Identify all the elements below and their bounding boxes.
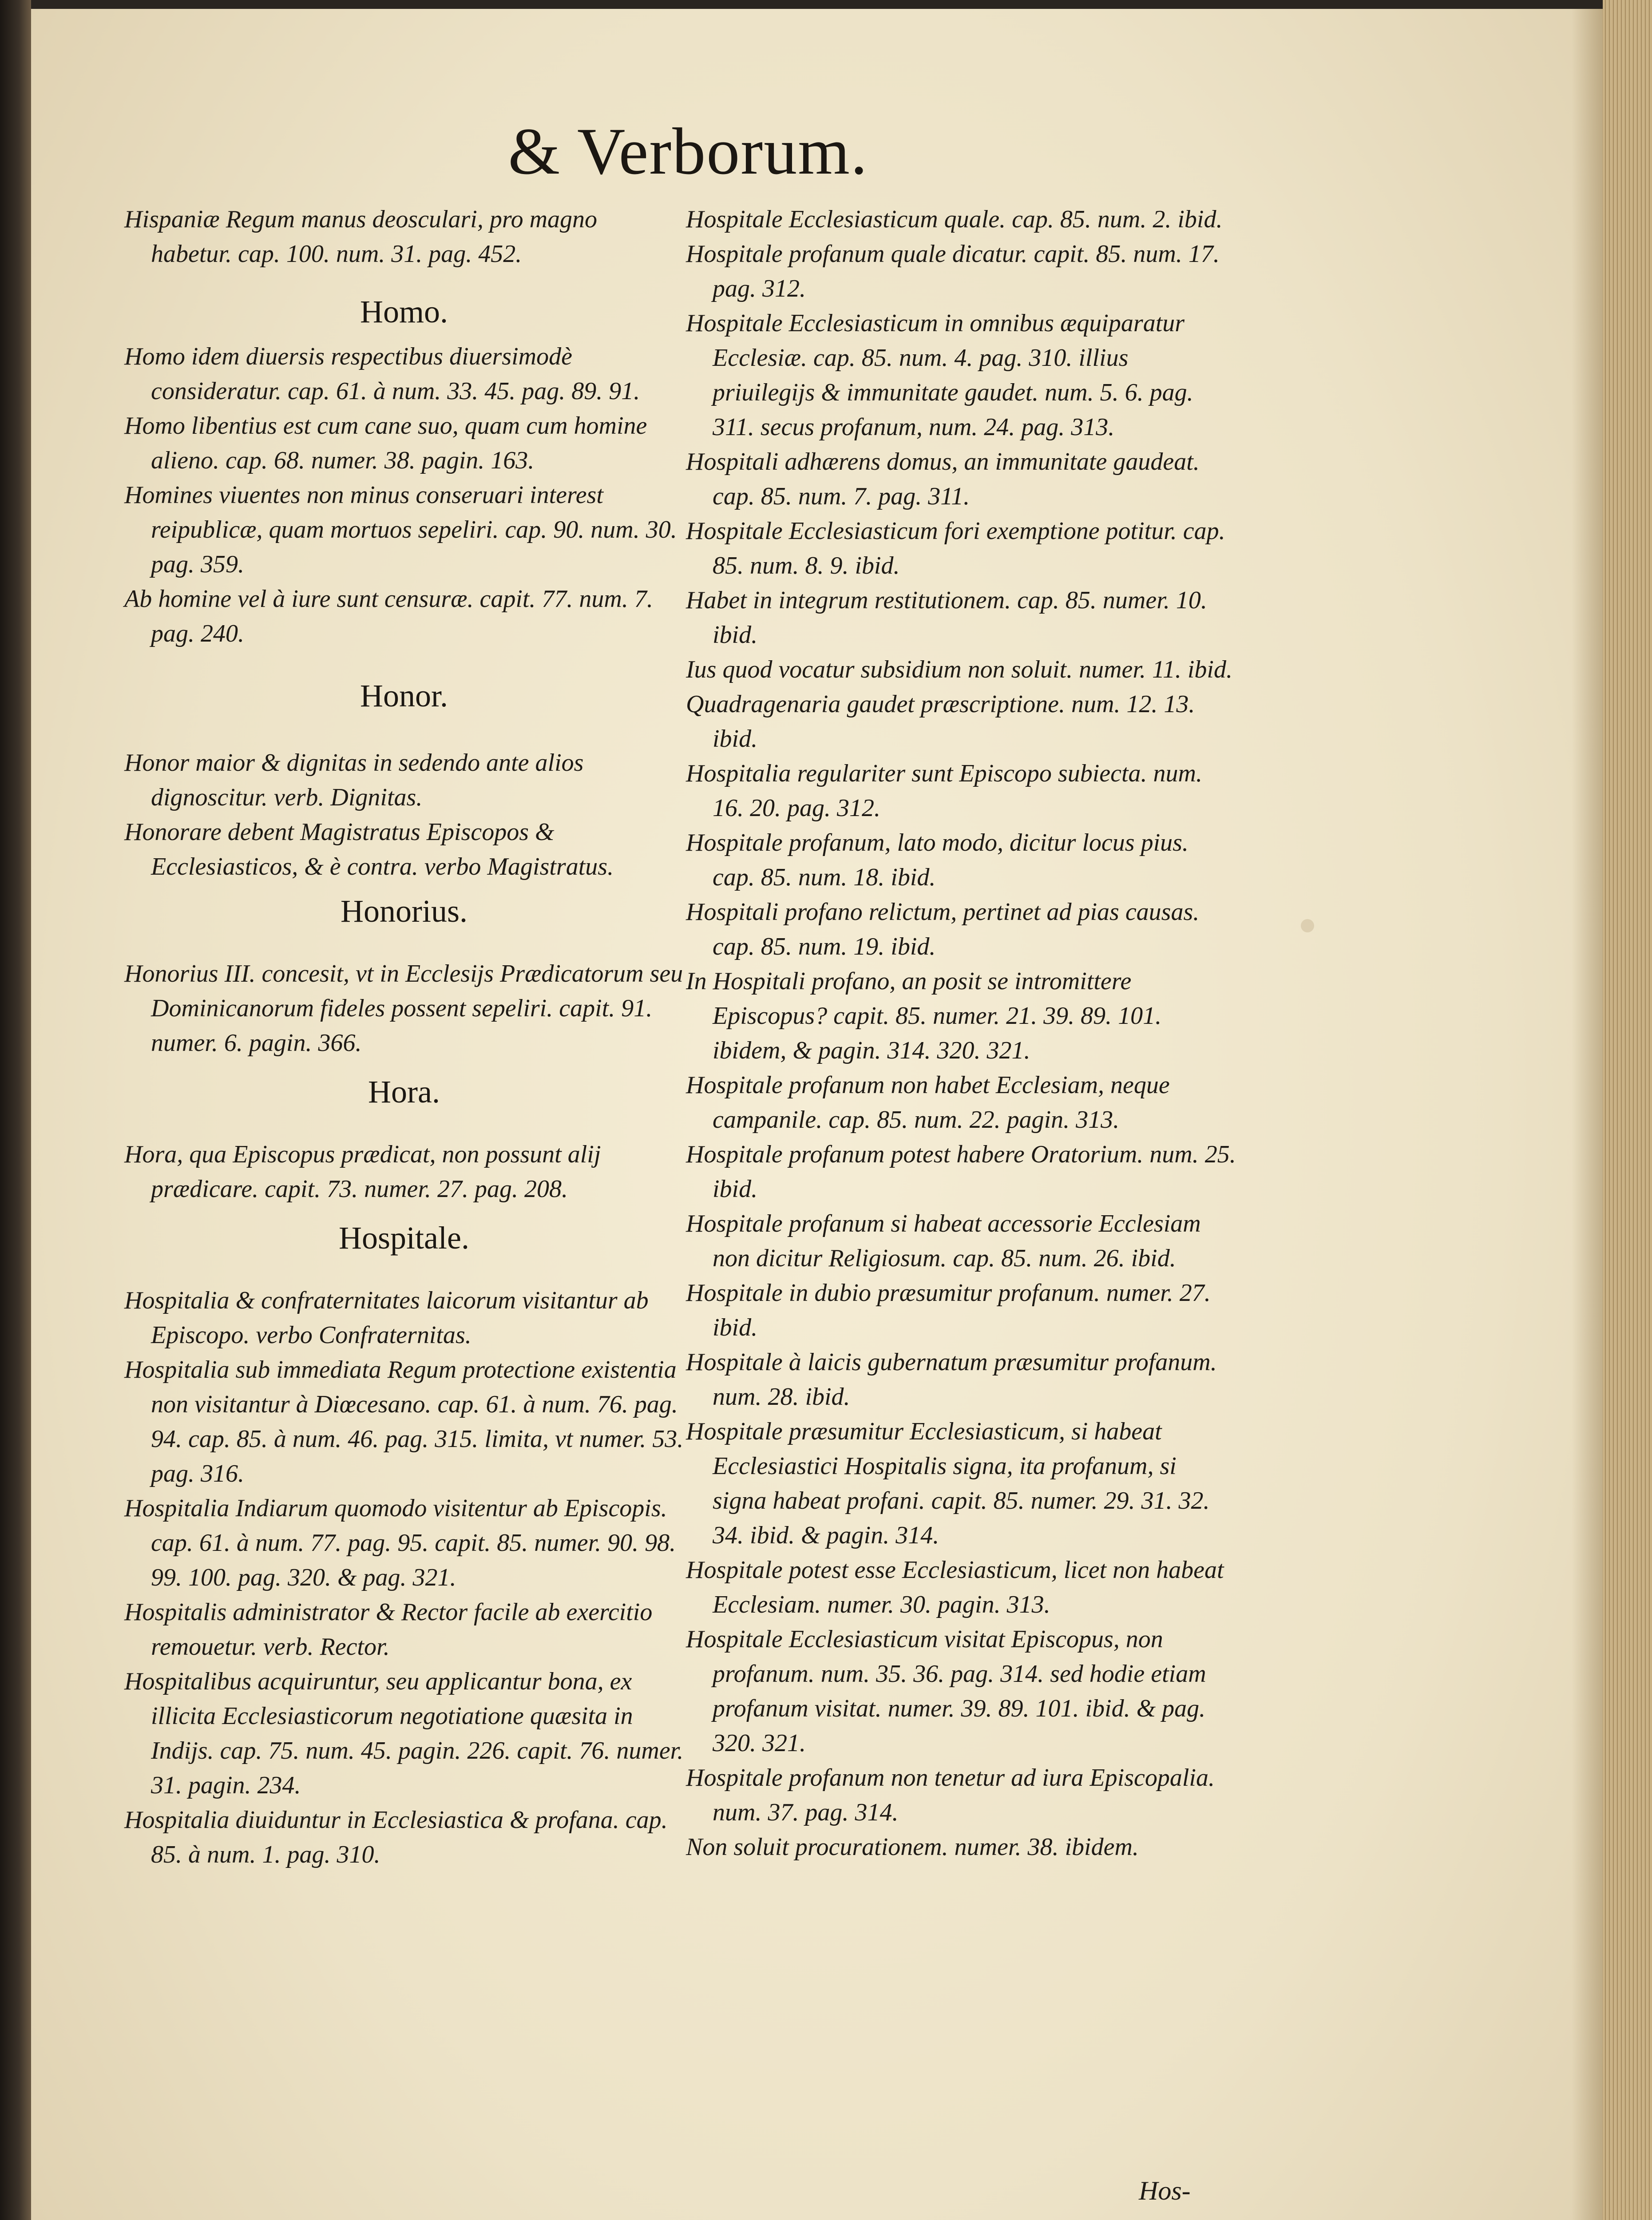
index-entry: Hospitale Ecclesiasticum fori exemptione potitur. cap. 85. num. 8. 9. ibid. (686, 517, 1225, 579)
index-entry: Honorare debent Magistratus Episcopos & Ecclesiasticos, & è contra. verbo Magistratus. (124, 818, 614, 880)
index-entry: Hospitale Ecclesiasticum in omnibus æquiparatur Ecclesiæ. cap. 85. num. 4. pag. 310. illius priuilegijs & immunitate gaudet. num. 5. 6. pag. 311. secus profanum, num. 24. pag. 313. (686, 309, 1193, 441)
index-entry: Hospitalis administrator & Rector facile ab exercitio remouetur. verb. Rector. (124, 1598, 653, 1661)
index-entry: Hospitale à laicis gubernatum præsumitur profanum. num. 28. ibid. (686, 1348, 1217, 1411)
index-entry: Honorius III. concesit, vt in Ecclesijs Prædicatorum seu Dominicanorum fideles possent sepeliri. capit. 91. numer. 6. pagin. 366. (124, 960, 683, 1057)
index-entry: In Hospitali profano, an posit se intromittere Episcopus? capit. 85. numer. 21. 39. 89. 101. ibidem, & pagin. 314. 320. 321. (686, 967, 1162, 1064)
section-heading-hora: Hora. (368, 1074, 440, 1110)
section-heading-homo: Homo. (360, 294, 448, 329)
section-heading-hospitale: Hospitale. (339, 1220, 469, 1256)
index-entry: Hospitali profano relictum, pertinet ad pias causas. cap. 85. num. 19. ibid. (686, 898, 1200, 960)
index-entry: Hospitale profanum quale dicatur. capit. 85. num. 17. pag. 312. (686, 240, 1220, 302)
book-gutter (0, 0, 31, 2220)
index-entry: Hospitalia Indiarum quomodo visitentur ab Episcopis. cap. 61. à num. 77. pag. 95. capit. 85. numer. 90. 98. 99. 100. pag. 320. & pag. 321. (124, 1495, 676, 1591)
page-edge-shadow (1572, 9, 1603, 2220)
index-entry: Hospitale profanum non habet Ecclesiam, neque campanile. cap. 85. num. 22. pagin. 313. (686, 1071, 1170, 1134)
index-entry: Hospitale potest esse Ecclesiasticum, licet non habeat Ecclesiam. numer. 30. pagin. 313. (686, 1556, 1224, 1618)
index-entry: Homo libentius est cum cane suo, quam cum homine alieno. cap. 68. numer. 38. pagin. 163. (124, 412, 647, 474)
index-entry: Hospitalia diuiduntur in Ecclesiastica & profana. cap. 85. à num. 1. pag. 310. (124, 1806, 668, 1868)
index-entry: Hospitalia & confraternitates laicorum visitantur ab Episcopo. verbo Confraternitas. (124, 1287, 649, 1349)
index-entry: Hospitale profanum, lato modo, dicitur locus pius. cap. 85. num. 18. ibid. (686, 829, 1188, 891)
index-entry: Homines viuentes non minus conseruari interest reipublicæ, quam mortuos sepeliri. cap. 90. num. 30. pag. 359. (124, 481, 677, 578)
right-column (686, 202, 1236, 1864)
running-head: & Verborum. (508, 115, 868, 188)
index-entry: Honor maior & dignitas in sedendo ante alios dignoscitur. verb. Dignitas. (124, 749, 584, 811)
index-entry: Ab homine vel à iure sunt censuræ. capit. 77. num. 7. pag. 240. (124, 585, 653, 647)
index-entry: Hospitale profanum si habeat accessorie Ecclesiam non dicitur Religiosum. cap. 85. num. 26. ibid. (686, 1210, 1201, 1272)
index-entry: Hospitalia sub immediata Regum protectione existentia non visitantur à Diœcesano. cap. 61. à num. 76. pag. 94. cap. 85. à num. 46. pag. 315. limita, vt numer. 53. pag. 316. (124, 1356, 684, 1487)
section-heading-honor: Honor. (360, 678, 448, 714)
index-entry: Hispaniæ Regum manus deosculari, pro magno habetur. cap. 100. num. 31. pag. 452. (124, 206, 598, 268)
index-entry: Hospitalia regulariter sunt Episcopo subiecta. num. 16. 20. pag. 312. (686, 760, 1202, 822)
index-entry: Non soluit procurationem. numer. 38. ibidem. (686, 1833, 1139, 1861)
index-entry: Hora, qua Episcopus prædicat, non possunt alij prædicare. capit. 73. numer. 27. pag. 208. (124, 1141, 601, 1203)
left-column (124, 202, 684, 1872)
section-heading-honorius: Honorius. (341, 893, 467, 929)
index-entry: Quadragenaria gaudet præscriptione. num. 12. 13. ibid. (686, 690, 1195, 753)
index-entry: Hospitale Ecclesiasticum quale. cap. 85. num. 2. ibid. (686, 206, 1223, 233)
index-entry: Hospitale præsumitur Ecclesiasticum, si habeat Ecclesiastici Hospitalis signa, ita profanum, si signa habeat profani. capit. 85. numer. 29. 31. 32. 34. ibid. & pagin. 314. (686, 1418, 1210, 1549)
paper-stain (1301, 919, 1314, 932)
index-entry: Hospitale Ecclesiasticum visitat Episcopus, non profanum. num. 35. 36. pag. 314. sed hodie etiam profanum visitat. numer. 39. 89. 101. ibid. & pag. 320. 321. (686, 1625, 1206, 1757)
catchword: Hos- (1139, 2176, 1191, 2205)
index-entry: Hospitale profanum non tenetur ad iura Episcopalia. num. 37. pag. 314. (686, 1764, 1215, 1826)
index-entry: Homo idem diuersis respectibus diuersimodè consideratur. cap. 61. à num. 33. 45. pag. 89. 91. (124, 343, 640, 405)
index-entry: Hospitalibus acquiruntur, seu applicantur bona, ex illicita Ecclesiasticorum negotiatione quæsita in Indijs. cap. 75. num. 45. pagin. 226. capit. 76. numer. 31. pagin. 234. (124, 1668, 684, 1799)
page-fore-edge (1603, 0, 1652, 2220)
index-entry: Habet in integrum restitutionem. cap. 85. numer. 10. ibid. (686, 587, 1207, 649)
index-entry: Hospitali adhærens domus, an immunitate gaudeat. cap. 85. num. 7. pag. 311. (686, 448, 1200, 510)
index-entry: Hospitale profanum potest habere Oratorium. num. 25. ibid. (686, 1141, 1236, 1203)
index-entry: Hospitale in dubio præsumitur profanum. numer. 27. ibid. (686, 1279, 1211, 1341)
index-entry: Ius quod vocatur subsidium non soluit. numer. 11. ibid. (686, 656, 1232, 683)
